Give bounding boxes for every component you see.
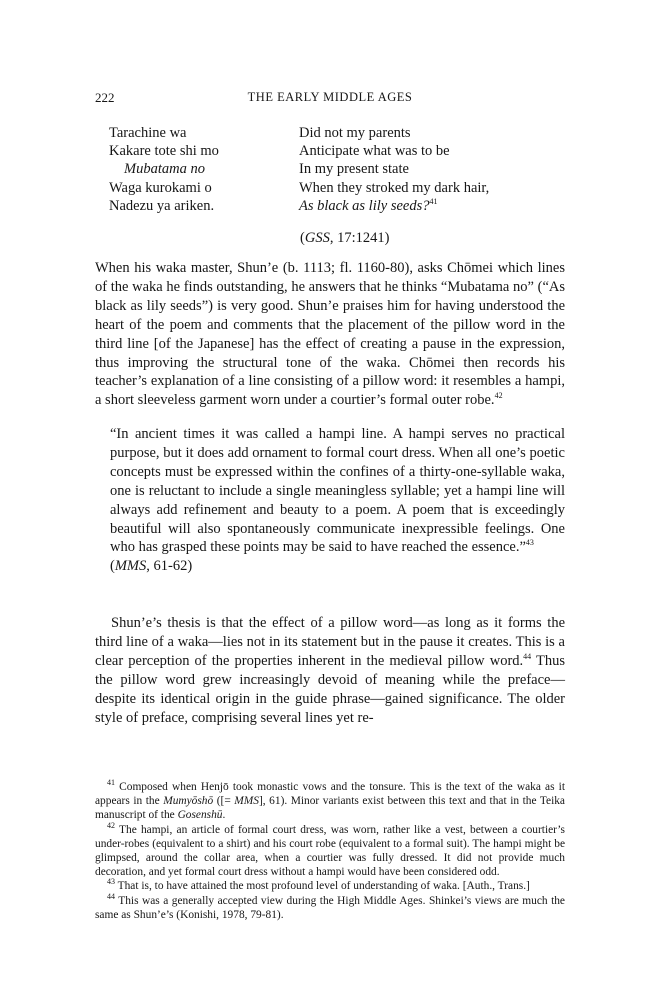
footnote-ref: 41 [429,196,438,206]
footnote-text: Composed when Henjō took monastic vows and the tonsure. This is the text of the waka as it appears in the [95,781,565,808]
source-rest: , 17:1241) [329,230,390,246]
footnote-number: 41 [107,778,115,788]
cite-open: ( [110,558,115,575]
footnote-title: Mumyōshō [163,795,214,808]
footnotes [95,780,565,922]
quote-cite-title: MMS [114,558,147,575]
footnote-number: 44 [107,891,115,901]
page-header [95,90,565,110]
paragraph-2-text-b: Thus the pillow word grew increasingly devoid of meaning while the preface—despite its identical origin in the guide phrase—gained significance. The older style of preface, comprising several lines yet re- [95,652,565,726]
footnote-text: ([= [213,795,235,808]
footnote-text: This was a generally accepted view during the High Middle Ages. Shinkei’s views are much the same as Shun’e’s (Konishi, 1978, 79-81). [95,894,565,921]
paragraph-2-text-a: Shun’e’s thesis is that the effect of a pillow word—as long as it forms the third line of a waka—lies not in its statement but in the pause it creates. This is a clear perception of the properties inherent in the medieval pillow word. [95,615,565,669]
poem-japanese [109,124,289,215]
paragraph-2 [95,614,565,727]
footnote-44 [95,891,565,922]
footnote-ref: 44 [523,651,532,661]
block-quote-text [110,425,565,576]
poem-jp-line: Nadezu ya ariken. [109,197,215,214]
page-number: 222 [95,90,115,105]
poem-en-line [299,197,569,215]
footnote-ref: 42 [494,391,503,401]
footnote-number: 42 [107,820,115,830]
poem-en-last-line-text: As black as lily seeds? [299,197,430,214]
poem-en-line: Anticipate what was to be [299,143,450,160]
footnote-ref: 43 [525,538,534,548]
block-quote [110,425,565,576]
poem-jp-line-pillow-word: Mubatama no [124,161,205,178]
source-title: GSS [304,230,330,246]
footnote-text: That is, to have attained the most profound level of understanding of waka. [Auth., Trans.] [115,880,530,893]
poem-jp-line: Tarachine wa [109,125,187,141]
footnote-number: 43 [107,877,115,887]
running-head: THE EARLY MIDDLE AGES [247,90,413,104]
footnote-43 [95,879,565,893]
paragraph-1-text: When his waka master, Shun’e (b. 1113; fl. 1160-80), asks Chōmei which lines of the waka he finds outstanding, he answers that he thinks “Mubatama no” (“As black as lily seeds”) is very good. Shun’e praises him for having understood the heart of the poem and comments that the placement of the pillow word in the third line [of the Japanese] has the effect of creating a pause in the expression, thus improving the structural tone of the waka. Chōmei then records his teacher’s explanation of a line consisting of a pillow word: it resembles a hampi, a short sleeveless garment worn under a courtier’s formal outer robe. [95,260,565,409]
poem-en-line: When they stroked my dark hair, [299,179,490,196]
poem-jp-line: Kakare tote shi mo [109,143,219,160]
footnote-42 [95,820,565,880]
poem-english [299,124,569,215]
source-open: ( [300,230,305,246]
poem-en-line: In my present state [299,161,409,178]
poem-source [300,229,389,247]
quote-cite-rest: , 61-62) [146,558,193,575]
quote-body: “In ancient times it was called a hampi line. A hampi serves no practical purpose, but it does add ornament to formal court dress. When all one’s poetic concepts must be expressed within the confines of a thirty-one-syllable waka, one is reluctant to include a single meaningless syllable; yet a hampi line will always add refinement and beauty to a poem. A poem that is exceedingly beautiful will also spontaneously communicate inexpressible feelings. One who has grasped these points may be said to have reached the essence.” [110,426,565,556]
footnote-title: Gosenshū [177,809,223,822]
footnote-41 [95,780,565,823]
footnote-text: ], 61). Minor variants exist between this text and that in the Teika manuscript of the [95,795,565,822]
footnote-title: MMS [234,795,259,808]
paragraph-1 [95,259,565,410]
poem-en-line: Did not my parents [299,125,411,141]
footnote-text: The hampi, an article of formal court dress, was worn, rather like a vest, between a courtier’s under-robes (equivalent to a shirt) and his court robe (equivalent to a formal suit). The hampi might be glimpsed, around the collar area, when a courtier was fully dressed. It did not provide much decoration, and yet formal court dress without a hampi would have been considered odd. [95,823,565,879]
poem-jp-line: Waga kurokami o [109,179,212,196]
footnote-text: . [222,809,226,822]
